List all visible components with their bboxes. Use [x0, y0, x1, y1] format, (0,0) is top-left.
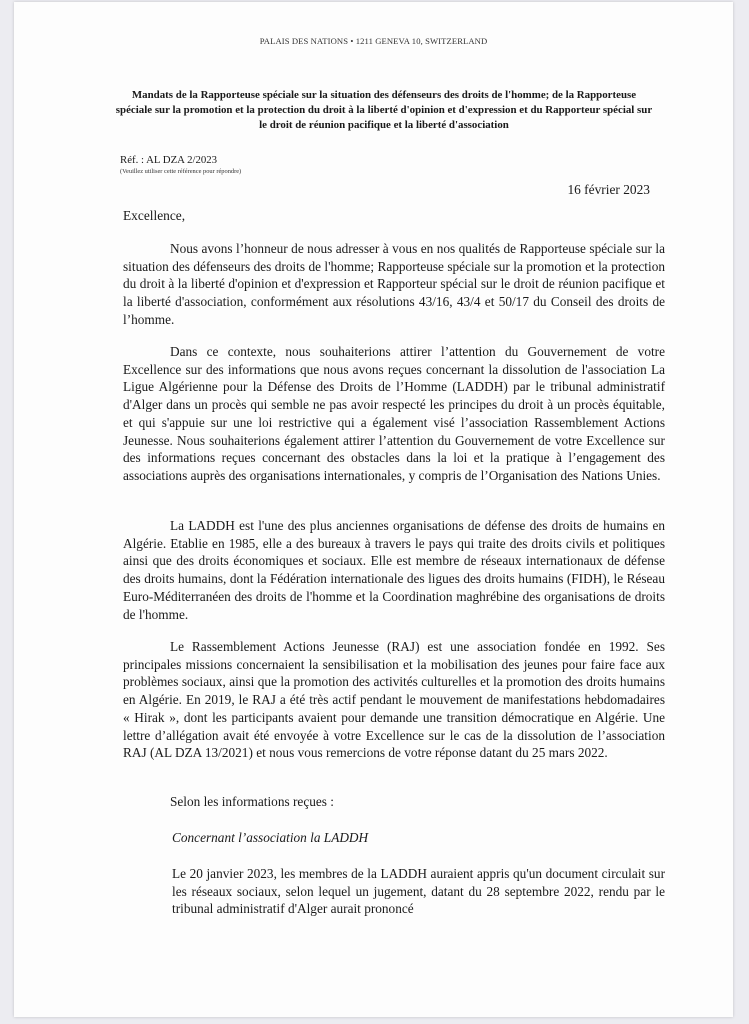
mandate-title: Mandats de la Rapporteuse spéciale sur la situation des défenseurs des droits de l'homme; de la Rapporteuse spéciale sur la promotion et la protection du droit à la liberté d'opinion et d'expression et du Rapporteur spécial sur le droit de réunion pacifique et la liberté d'association: [115, 89, 653, 131]
reference-note: (Veuillez utiliser cette référence pour répondre): [120, 168, 242, 175]
paragraph-laddh: La LADDH est l'une des plus anciennes organisations de défense des droits de humains en Algérie. Etablie en 1985, elle a des bureaux à travers le pays qui traite des droits civils et politiques ainsi que des droits économiques et sociaux. Elle est membre de réseaux internationaux de défense des droits humains, dont la Fédération internationale des ligues des droits humains (FIDH), le Réseau Euro-Méditerranéen des droits de l'homme et la Coordination maghrébine des organisations de droits de l'homme.: [123, 518, 665, 622]
paragraph-informations-intro: Selon les informations reçues :: [170, 794, 334, 809]
section-heading-laddh: Concernant l’association la LADDH: [172, 830, 369, 845]
letter-date: 16 février 2023: [567, 182, 650, 197]
paragraph-laddh-facts: Le 20 janvier 2023, les membres de la LADDH auraient appris qu'un document circulait sur les réseaux sociaux, selon lequel un jugement, datant du 28 septembre 2022, rendu par le tribunal administratif d'Alger aurait prononcé: [172, 866, 665, 917]
reference-number: Réf. : AL DZA 2/2023: [120, 154, 218, 166]
document-page: [14, 2, 733, 1017]
paragraph-context: Dans ce contexte, nous souhaiterions attirer l’attention du Gouvernement de votre Excellence sur des informations que nous avons reçues concernant la dissolution de l'association La Ligue Algérienne pour la Défense des Droits de l’Homme (LADDH) par le tribunal administratif d'Alger dans un procès qui semble ne pas avoir respecté les principes du droit à un procès équitable, et qui s'appuie sur une loi restrictive qui a également visé l’association Rassemblement Actions Jeunesse. Nous souhaiterions également attirer l’attention du Gouvernement de votre Excellence sur des informations reçues concernant des obstacles dans la loi et la pratique à l’engagement des associations auprès des organisations internationales, y compris de l’Organisation des Nations Unies.: [123, 344, 665, 483]
paragraph-introduction: Nous avons l’honneur de nous adresser à vous en nos qualités de Rapporteuse spéciale sur la situation des défenseurs des droits de l'homme; Rapporteuse spéciale sur la promotion et la protection du droit à la liberté d'opinion et d'expression et Rapporteur spécial sur le droit de réunion pacifique et la liberté d'association, conformément aux résolutions 43/16, 43/4 et 50/17 du Conseil des droits de l’homme.: [123, 241, 665, 327]
header-address: PALAIS DES NATIONS • 1211 GENEVA 10, SWITZERLAND: [259, 36, 488, 46]
salutation: Excellence,: [123, 208, 186, 223]
paragraph-raj: Le Rassemblement Actions Jeunesse (RAJ) est une association fondée en 1992. Ses principales missions concernaient la sensibilisation et la mobilisation des jeunes pour faire face aux problèmes sociaux, ainsi que la promotion des activités culturelles et la promotion des droits humains en Algérie. En 2019, le RAJ a été très actif pendant le mouvement de manifestations hebdomadaires « Hirak », dont les participants avaient pour demande une transition démocratique en Algérie. Une lettre d’allégation avait été envoyée à votre Excellence sur le cas de la dissolution de l’association RAJ (AL DZA 13/2021) et nous vous remercions de votre réponse datant du 25 mars 2022.: [123, 639, 665, 761]
